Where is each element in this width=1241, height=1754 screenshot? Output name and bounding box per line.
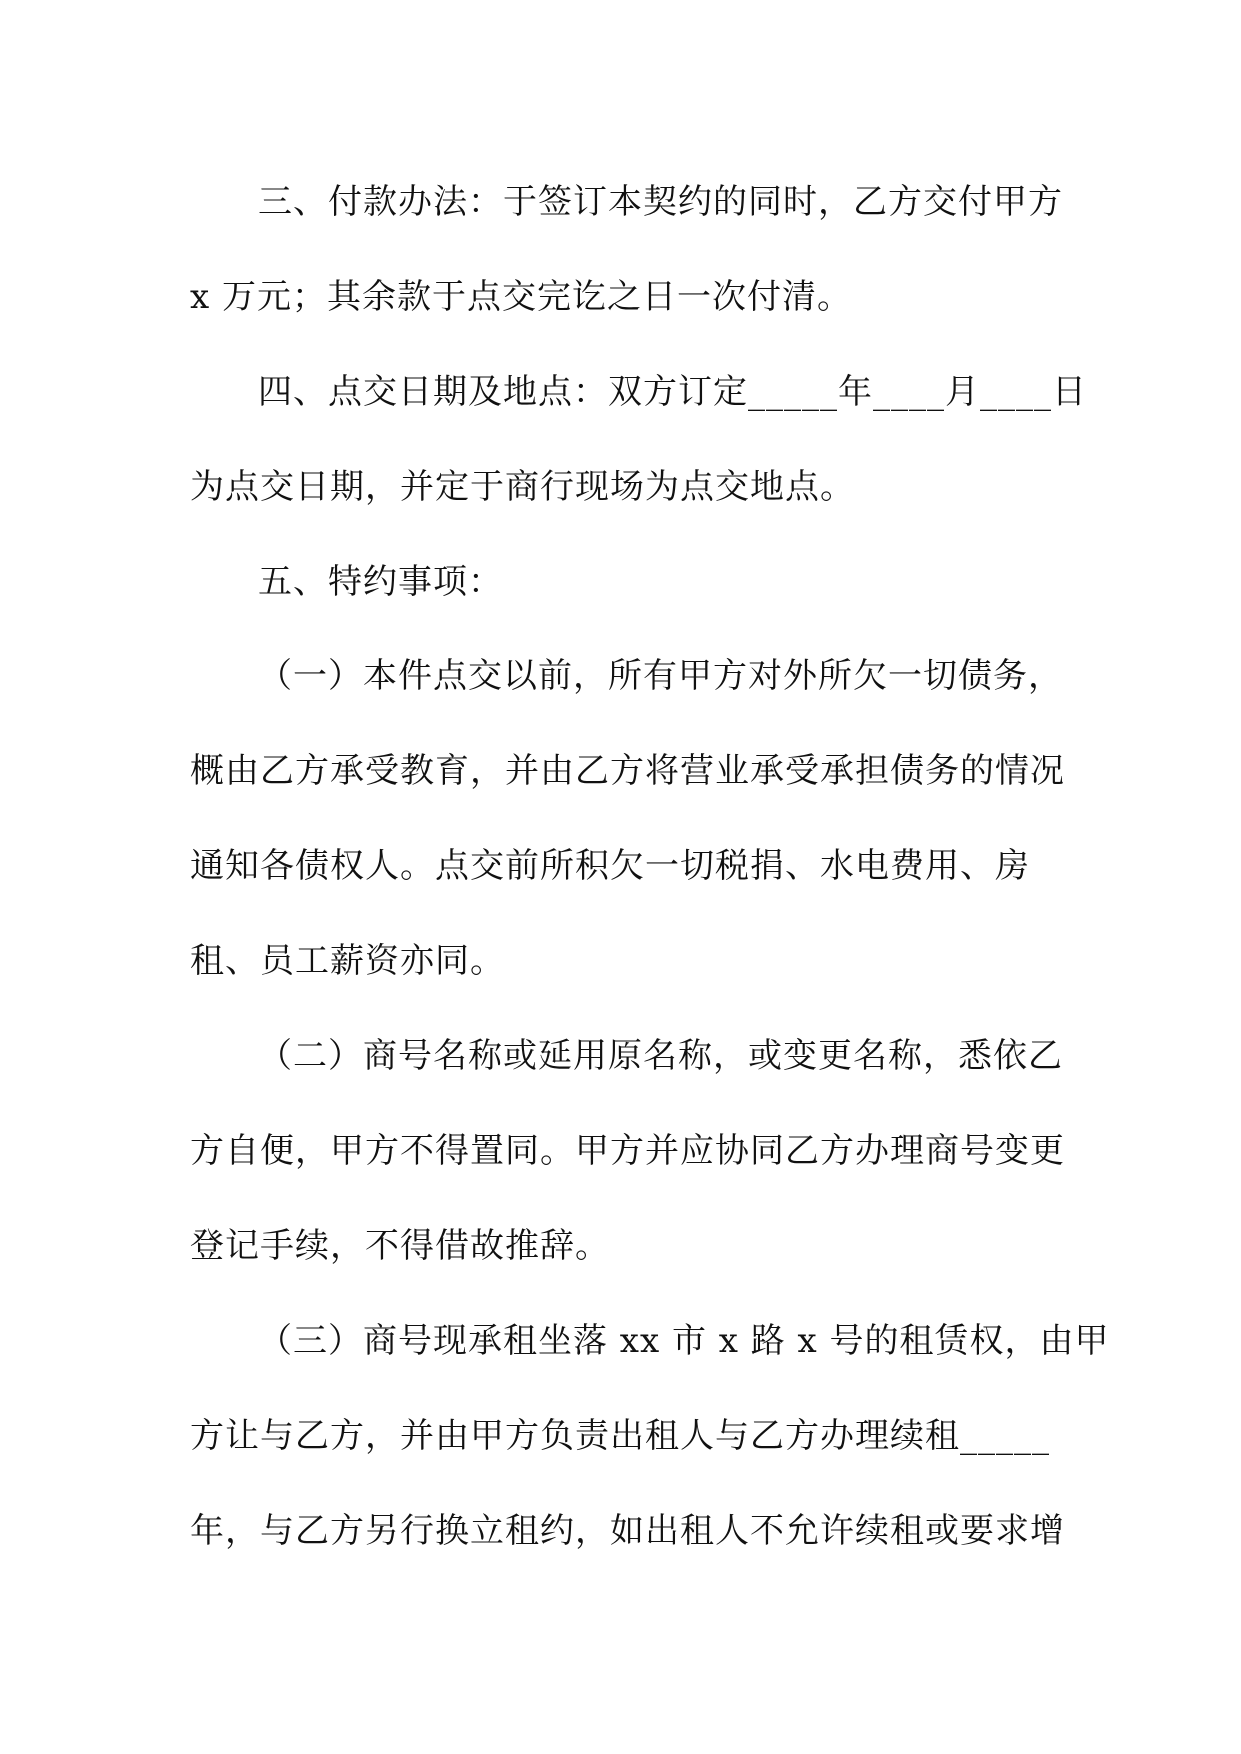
subclause-1-line-1: （一）本件点交以前，所有甲方对外所欠一切债务， (258, 656, 1063, 696)
subclause-2-line-2: 方自便，甲方不得置同。甲方并应协同乙方办理商号变更 (190, 1131, 1065, 1171)
subclause-3-line-1: （三）商号现承租坐落 xx 市 x 路 x 号的租赁权，由甲 (258, 1321, 1110, 1361)
subclause-2-line-3: 登记手续，不得借故推辞。 (190, 1226, 610, 1266)
clause-3-line-1: 三、付款办法：于签订本契约的同时，乙方交付甲方 (258, 182, 1063, 222)
clause-4-line-2: 为点交日期，并定于商行现场为点交地点。 (190, 467, 855, 507)
clause-4-line-1: 四、点交日期及地点：双方订定_____年____月____日 (258, 372, 1087, 412)
subclause-1-line-3: 通知各债权人。点交前所积欠一切税捐、水电费用、房 (190, 846, 1030, 886)
subclause-3-line-3: 年，与乙方另行换立租约，如出租人不允许续租或要求增 (190, 1511, 1065, 1551)
clause-3-line-2: x 万元；其余款于点交完讫之日一次付清。 (190, 277, 852, 317)
subclause-1-line-2: 概由乙方承受教育，并由乙方将营业承受承担债务的情况 (190, 751, 1065, 791)
clause-5-heading: 五、特约事项： (258, 562, 503, 602)
subclause-1-line-4: 租、员工薪资亦同。 (190, 941, 505, 981)
subclause-3-line-2: 方让与乙方，并由甲方负责出租人与乙方办理续租_____ (190, 1416, 1050, 1456)
subclause-2-line-1: （二）商号名称或延用原名称，或变更名称，悉依乙 (258, 1036, 1063, 1076)
